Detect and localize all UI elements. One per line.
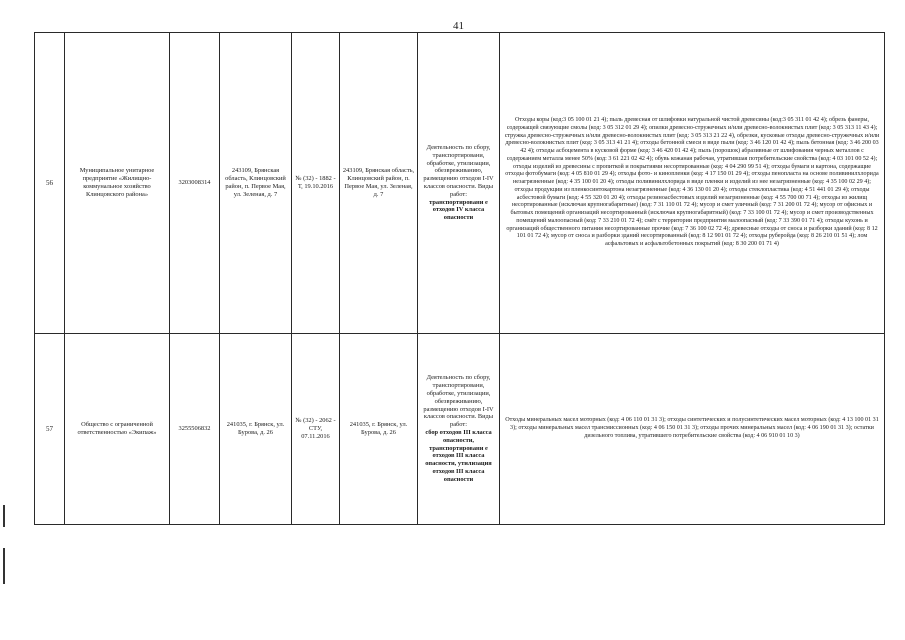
- activity-kinds-bold: транспортировани е отходов IV класса опасности: [429, 198, 488, 222]
- inn-cell: 3203008314: [170, 33, 220, 334]
- table-row: [35, 33, 885, 334]
- row-number: 57: [35, 334, 65, 525]
- table-row: [35, 334, 885, 525]
- license-cell: № (32) - 1882 - Т, 19.10.2016: [292, 33, 340, 334]
- organization-name: Муниципальное унитарное предприятие «Жилищно-коммунальное хозяйство Клинцовского района»: [65, 33, 170, 334]
- register-table-wrapper: [34, 32, 884, 525]
- inn-cell: 3255506832: [170, 334, 220, 525]
- scan-edge-mark: [3, 548, 5, 584]
- license-cell: № (32) - 2062 - СТУ, 07.11.2016: [292, 334, 340, 525]
- legal-address-cell: 243109, Брянская область, Клинцовский район, п. Первое Мая, ул. Зеленая, д. 7: [220, 33, 292, 334]
- page-number: 41: [453, 20, 464, 32]
- legal-address-cell: 241035, г. Брянск, ул. Бурова, д. 26: [220, 334, 292, 525]
- scan-edge-mark: [3, 505, 5, 527]
- waste-codes-cell: Отходы минеральных масел моторных (код: 4 06 110 01 31 3); отходы синтетических и полусинтетических масел моторных (код: 4 13 100 01 31 3); отходы минеральных масел трансмиссионных (код: 4 06 150 01 31 3); отходы прочих минеральных масел (код: 4 06 190 01 31 3); остатки дизельного топлива, утратившего потребительские свойства (код: 4 06 910 01 10 3): [500, 334, 885, 525]
- activity-kinds-bold: сбор отходов III класса опасности, транспортировани е отходов III класса опасности, утилизация отходов III класса опасности: [425, 429, 492, 483]
- organization-name: Общество с ограниченной ответственностью «Экипаж»: [65, 334, 170, 525]
- activity-address-cell: 243109, Брянская область, Клинцовский район, п. Первое Мая, ул. Зеленая, д. 7: [340, 33, 418, 334]
- activity-address-cell: 241035, г. Брянск, ул. Бурова, д. 26: [340, 334, 418, 525]
- waste-license-register-table: [34, 32, 885, 525]
- activity-kinds-text: Деятельность по сбору, транспортировани, обработке, утилизации, обезвреживанию, размещению отходов I-IV классов опасности. Виды работ:: [423, 374, 494, 429]
- activity-kinds-cell: [418, 33, 500, 334]
- activity-kinds-cell: [418, 334, 500, 525]
- waste-codes-cell: Отходы коры (код:3 05 100 01 21 4); пыль древесная от шлифовки натуральной чистой древесины (код:3 05 311 01 42 4); обрезь фанеры, содержащей связующие смолы (код: 3 05 312 01 29 4); опилки древесно-стружечных и/или древесно-волокнистых плит (код: 3 05 313 11 43 4); стружка древесно-стружечных и/или древесно-волокнистых плит (код: 3 05 313 21 22 4), обрезки, кусковые отходы древесно-стружечных и/или древесно-волокнистых плит (код: 3 05 313 41 21 4); отходы бетонной смеси в виде пыли (код: 3 46 120 01 42 4); пыль бетонная (код: 3 46 200 03 42 4); отходы асбоцемента в кусковой форме (код: 3 46 420 01 42 4); пыль (порошок) абразивные от шлифования черных металлов с содержанием металла менее 50% (код: 3 61 221 02 42 4); обувь кожаная рабочая, утратившая потребительские свойства (код: 4 03 101 00 52 4); отходы изделий из древесины с пропиткой и покрытиями несортированные (код: 4 04 290 99 51 4); отходы бумаги и картона, содержащие отходы фотобумаги (код: 4 05 810 01 29 4); отходы фото- и кинопленки (код: 4 17 150 01 29 4); отходы пенопласта на основе поливинилхлорида незагрязненные (код: 4 35 100 01 20 4); отходы поливинилхлорида в виде пленки и изделий из нее незагрязненные (код: 4 35 100 02 29 4); отходы продукции из пленкосинтокартона незагрязненные (код: 4 36 130 01 20 4); отходы стеклопластика (код: 4 51 441 01 29 4); отходы асбестовой бумаги (код: 4 55 320 01 20 4); отходы резиноасбестовых изделий незагрязненные (код: 4 55 700 00 71 4); отходы из жилищ несортированные (исключая крупногабаритные) (код: 7 31 110 01 72 4); мусор и смет уличный (код: 7 31 200 01 72 4); мусор от офисных и бытовых помещений организаций несортированный (исключая крупногабаритный) (код: 7 33 100 01 72 4); мусор и смет производственных помещений малоопасный (код: 7 33 210 01 72 4); смёт с территории предприятия малоопасный (код: 7 33 390 01 71 4); отходы кухонь и организаций общественного питания несортированные прочие (код: 7 36 100 02 72 4); древесные отходы от сноса и разборки зданий (код: 8 12 101 01 72 4); мусор от сноса и разборки зданий несортированный (код: 8 12 901 01 72 4); отходы руберойда (код: 8 26 210 01 51 4); лом асфальтовых и асфальтобетонных покрытий (код: 8 30 200 01 71 4): [500, 33, 885, 334]
- activity-kinds-text: Деятельность по сбору, транспортировани, обработке, утилизации, обезвреживанию, размещению отходов I-IV классов опасности. Виды работ:: [423, 143, 494, 198]
- row-number: 56: [35, 33, 65, 334]
